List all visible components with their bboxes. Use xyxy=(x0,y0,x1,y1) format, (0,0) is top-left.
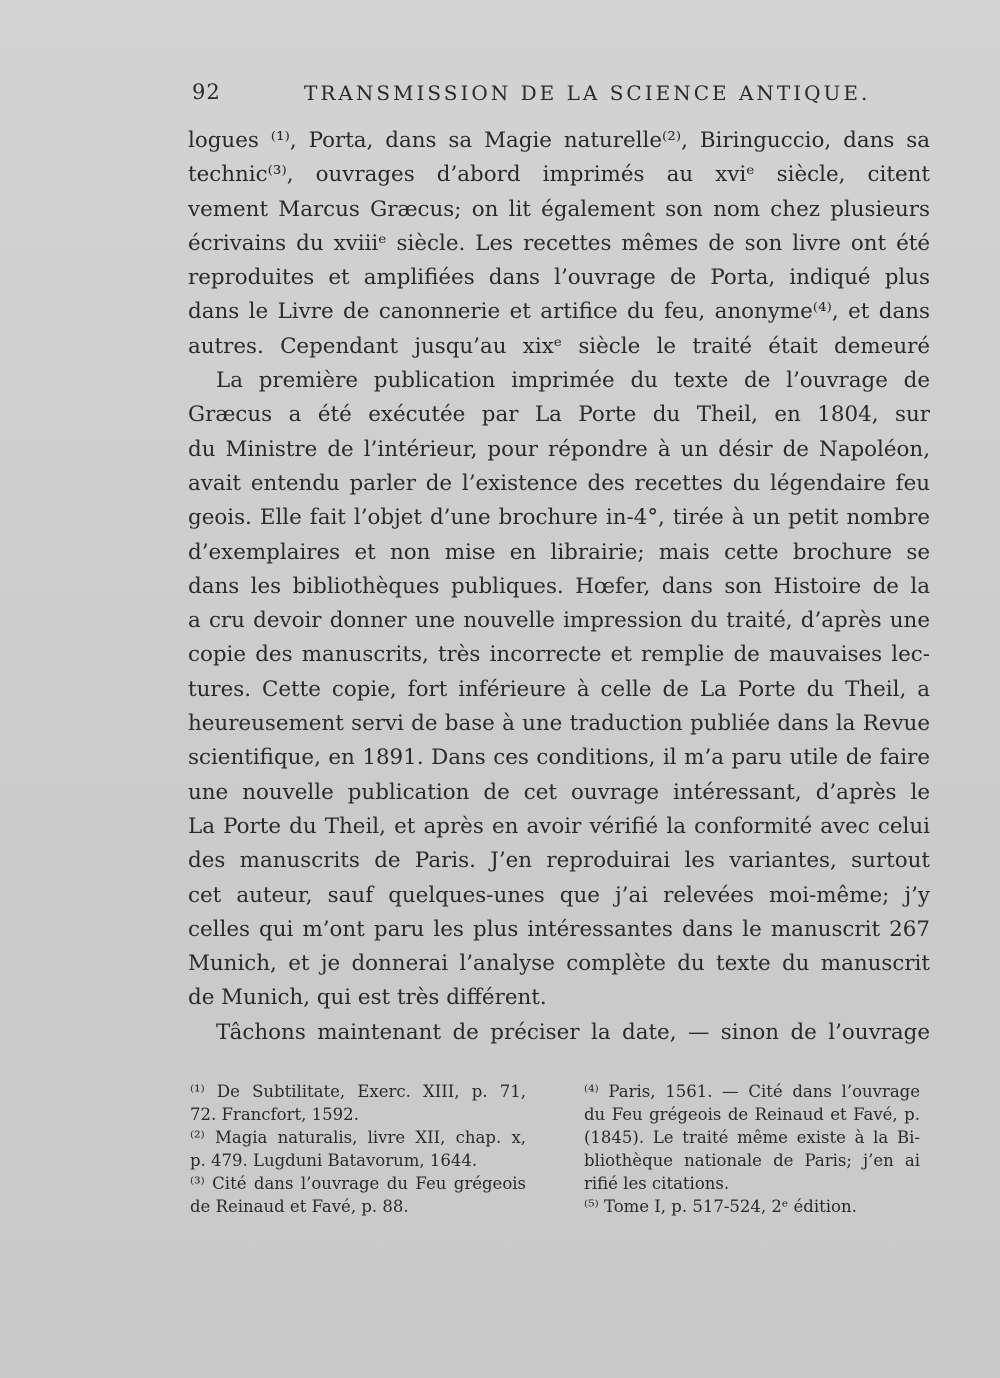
footnote-line: 72. Francfort, 1592. xyxy=(190,1105,359,1124)
footnote-line: ⁽²⁾ Magia naturalis, livre XII, chap. x, xyxy=(190,1128,526,1147)
footnote-line: (1845). Le traité même existe à la Bi- xyxy=(584,1128,920,1147)
text-line: de Munich, qui est très différent. xyxy=(188,985,547,1011)
footnote-line: ⁽⁴⁾ Paris, 1561. — Cité dans l’ouvrage xyxy=(584,1082,920,1101)
footnotes-left-column xyxy=(190,1080,526,1218)
running-title: TRANSMISSION DE LA SCIENCE ANTIQUE. xyxy=(304,81,871,105)
text-line: La première publication imprimée du texte de l’ouvrage de xyxy=(216,368,930,394)
footnote-line: bliothèque nationale de Paris; j’en ai xyxy=(584,1151,920,1170)
text-line: Tâchons maintenant de préciser la date, — sinon de l’ouvrage xyxy=(216,1019,930,1045)
footnote-line: ⁽¹⁾ De Subtilitate, Exerc. XIII, p. 71, xyxy=(190,1082,526,1101)
text-line: autres. Cependant jusqu’au xixᵉ siècle le traité était demeuré xyxy=(188,333,930,359)
text-line: Græcus a été exécutée par La Porte du Theil, en 1804, sur xyxy=(188,402,930,428)
footnote-line: de Reinaud et Favé, p. 88. xyxy=(190,1197,409,1216)
text-line: La Porte du Theil, et après en avoir vérifié la conformité avec celui xyxy=(188,813,930,839)
text-line: cet auteur, sauf quelques-unes que j’ai relevées moi-même; j’y xyxy=(188,882,930,908)
text-line: logues ⁽¹⁾, Porta, dans sa Magie naturelle⁽²⁾, Biringuccio, dans sa xyxy=(188,128,930,153)
page-header xyxy=(192,80,932,114)
page-number: 92 xyxy=(192,80,221,104)
text-line: heureusement servi de base à une traduction publiée dans la Revue xyxy=(188,711,930,737)
text-line: une nouvelle publication de cet ouvrage intéressant, d’après le xyxy=(188,779,930,805)
text-line: écrivains du xviiiᵉ siècle. Les recettes mêmes de son livre ont été xyxy=(188,230,930,256)
text-line: Munich, et je donnerai l’analyse complète du texte du manuscrit xyxy=(188,951,930,977)
main-text xyxy=(188,124,930,1050)
text-line: dans les bibliothèques publiques. Hœfer, dans son Histoire de la xyxy=(188,573,930,599)
footnote-line: ⁽⁵⁾ Tome I, p. 517-524, 2ᵉ édition. xyxy=(584,1197,857,1216)
footnotes xyxy=(190,1080,935,1250)
text-line: dans le Livre de canonnerie et artifice du feu, anonyme⁽⁴⁾, et dans xyxy=(188,299,930,325)
footnote-line: p. 479. Lugduni Batavorum, 1644. xyxy=(190,1151,478,1170)
text-line: tures. Cette copie, fort inférieure à celle de La Porte du Theil, a xyxy=(188,676,930,702)
footnote-line: rifié les citations. xyxy=(584,1174,730,1193)
text-line: copie des manuscrits, très incorrecte et remplie de mauvaises lec- xyxy=(188,642,930,668)
footnote-line: du Feu grégeois de Reinaud et Favé, p. xyxy=(584,1105,920,1124)
text-line: celles qui m’ont paru les plus intéressantes dans le manuscrit 267 xyxy=(188,916,930,942)
text-line: reproduites et amplifiées dans l’ouvrage de Porta, indiqué plus xyxy=(188,265,930,291)
text-line: technic⁽³⁾, ouvrages d’abord imprimés au xviᵉ siècle, citent xyxy=(188,162,930,188)
footnote-line: ⁽³⁾ Cité dans l’ouvrage du Feu grégeois xyxy=(190,1174,526,1193)
text-line: du Ministre de l’intérieur, pour répondre à un désir de Napoléon, xyxy=(188,436,930,462)
text-line: scientifique, en 1891. Dans ces conditions, il m’a paru utile de faire xyxy=(188,745,930,771)
text-line: d’exemplaires et non mise en librairie; mais cette brochure se xyxy=(188,539,930,565)
text-line: geois. Elle fait l’objet d’une brochure in-4°, tirée à un petit nombre xyxy=(188,505,930,531)
footnotes-right-column xyxy=(584,1080,920,1218)
text-line: avait entendu parler de l’existence des recettes du légendaire feu xyxy=(188,470,930,496)
text-line: des manuscrits de Paris. J’en reproduirai les variantes, surtout xyxy=(188,848,930,874)
text-line: vement Marcus Græcus; on lit également son nom chez plusieurs xyxy=(188,196,930,222)
text-line: a cru devoir donner une nouvelle impression du traité, d’après une xyxy=(188,608,930,634)
